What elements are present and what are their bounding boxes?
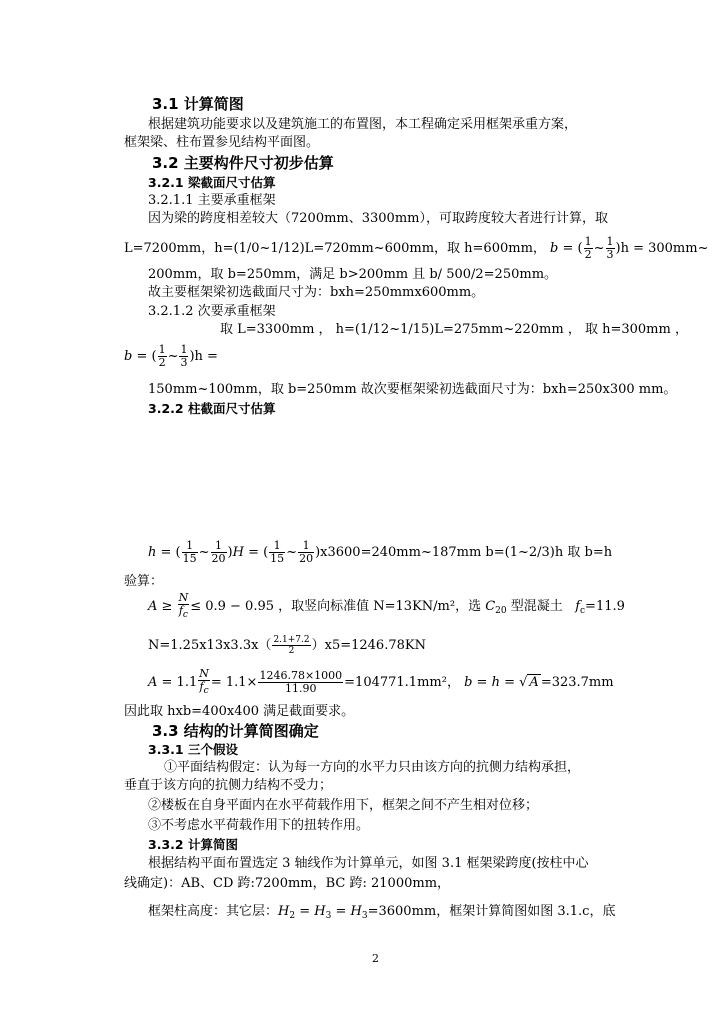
equation-line-6: A = 1.1 $\frac{N}{f_c}$ = 1.1× $\frac{1246.78\times 1000}{11.90}$ =104771.1mm²， b = h = √ A =323.7mm — [148, 667, 614, 696]
eq-text: = 1.1× — [210, 675, 258, 690]
eq-text: )h = 300mm~ — [615, 241, 709, 256]
equation-line-4: A ≥ $\frac{N}{f_c}$ ≤ 0.9 − 0.95 ，取竖向标准值 N=13KN/m²，选 $C_{20}$ 型混凝土 $f_c=11.9$ — [148, 591, 625, 620]
subsubsection-3-2-1-2-title: 3.2.1.2 次要承重框架 — [148, 304, 276, 319]
paragraph-line: 验算： — [124, 574, 164, 589]
paragraph-line: 200mm，取 b=250mm，满足 b>200mm 且 b/ 500/2=250mm。 — [148, 267, 558, 282]
paragraph-line: 线确定)：AB、CD 跨:7200mm，BC 跨: 21000mm， — [124, 876, 451, 891]
fraction: $\frac{1}{2}$ — [584, 235, 592, 261]
equation-line-5 — [148, 635, 426, 656]
paragraph-line: 150mm~100mm，取 b=250mm 故次要框架梁初选截面尺寸为：bxh=250x300 mm。 — [148, 382, 677, 397]
eq-text: x3600=240mm~187mm b=(1~2/3)h 取 b=h — [320, 545, 613, 560]
paragraph-line: 因此取 hxb=400x400 满足截面要求。 — [124, 704, 355, 719]
eq-text: ≤ 0.9 − 0.95 ，取竖向标准值 N=13KN/m²，选 — [190, 599, 482, 614]
equation-line-1: L=7200mm，h=(1/0~1/12)L=720mm~600mm，取 h=600mm， b = ( $\frac{1}{2}$ ~ $\frac{1}{3}$ )h = 300mm~ — [124, 235, 709, 261]
page-number: 2 — [372, 952, 379, 965]
subsection-3-3-2-title: 3.3.2 计算简图 — [148, 837, 238, 852]
equation-line-2: b = ( $\frac{1}{2}$ ~ $\frac{1}{3}$ )h = — [124, 343, 218, 369]
fraction: $\frac{1}{3}$ — [606, 235, 614, 261]
subsection-3-2-1-title: 3.2.1 梁截面尺寸估算 — [148, 175, 276, 190]
paragraph-line: 框架梁、柱布置参见结构平面图。 — [124, 135, 320, 150]
paragraph-line: 取 L=3300mm ， h=(1/12~1/15)L=275mm~220mm ， 取 h=300mm ， — [220, 322, 688, 337]
eq-text: 型混凝土 — [510, 599, 563, 614]
fraction: $\frac{2.1+7.2}{2}$ — [273, 635, 310, 656]
section-3-1-title: 3.1 计算简图 — [152, 95, 244, 113]
section-3-3-title: 3.3 结构的计算简图确定 — [152, 722, 319, 740]
paragraph-line-with-equation: 框架柱高度：其它层：$H_2 = H_3 = H_3=3600mm$，框架计算简图如图 3.1.c，底 — [148, 904, 616, 921]
subsection-3-2-2-title: 3.2.2 柱截面尺寸估算 — [148, 401, 276, 416]
paragraph-line: 根据建筑功能要求以及建筑施工的布置图，本工程确定采用框架承重方案， — [148, 117, 578, 132]
eq-text: )h = — [189, 349, 218, 364]
section-3-2-title: 3.2 主要构件尺寸初步估算 — [152, 154, 334, 172]
eq-text: N=1.25x13x3.3x（ — [148, 638, 272, 653]
subsubsection-3-2-1-1-title: 3.2.1.1 主要承重框架 — [148, 193, 276, 208]
eq-text: 框架柱高度：其它层： — [148, 904, 279, 919]
subsection-3-3-1-title: 3.3.1 三个假设 — [148, 742, 238, 757]
paragraph-line: 因为梁的跨度相差较大（7200mm、3300mm），可取跨度较大者进行计算，取 — [148, 211, 608, 226]
eq-text: =104771.1mm²， — [344, 675, 460, 690]
eq-text: =3600mm，框架计算简图如图 3.1.c，底 — [367, 904, 616, 919]
paragraph-line: 垂直于该方向的抗侧力结构不受力； — [124, 778, 333, 793]
paragraph-line: ③不考虑水平荷载作用下的扭转作用。 — [148, 818, 370, 833]
eq-text: ）x5=1246.78KN — [311, 638, 426, 653]
paragraph-line: 根据结构平面布置选定 3 轴线作为计算单元，如图 3.1 框架梁跨度(按柱中心 — [148, 856, 589, 871]
eq-text: =11.9 — [585, 599, 625, 614]
paragraph-line: ①平面结构假定：认为每一方向的水平力只由该方向的抗侧力结构承担， — [164, 760, 581, 775]
equation-line-3: h = ( $\frac{1}{15}$ ~ $\frac{1}{20}$ )H = ( $\frac{1}{15}$ ~ $\frac{1}{20}$ )x3600=240mm~187mm b=(1~2/3)h 取 b=h — [148, 539, 613, 565]
eq-text: =323.7mm — [540, 675, 614, 690]
eq-text: L=7200mm，h=(1/0~1/12)L=720mm~600mm，取 h=600mm， — [124, 241, 546, 256]
eq-symbol-b: b — [550, 241, 559, 256]
paragraph-line: ②楼板在自身平面内在水平荷载作用下，框架之间不产生相对位移； — [148, 798, 539, 813]
paragraph-line: 故主要框架梁初选截面尺寸为：bxh=250mmx600mm。 — [148, 285, 485, 300]
